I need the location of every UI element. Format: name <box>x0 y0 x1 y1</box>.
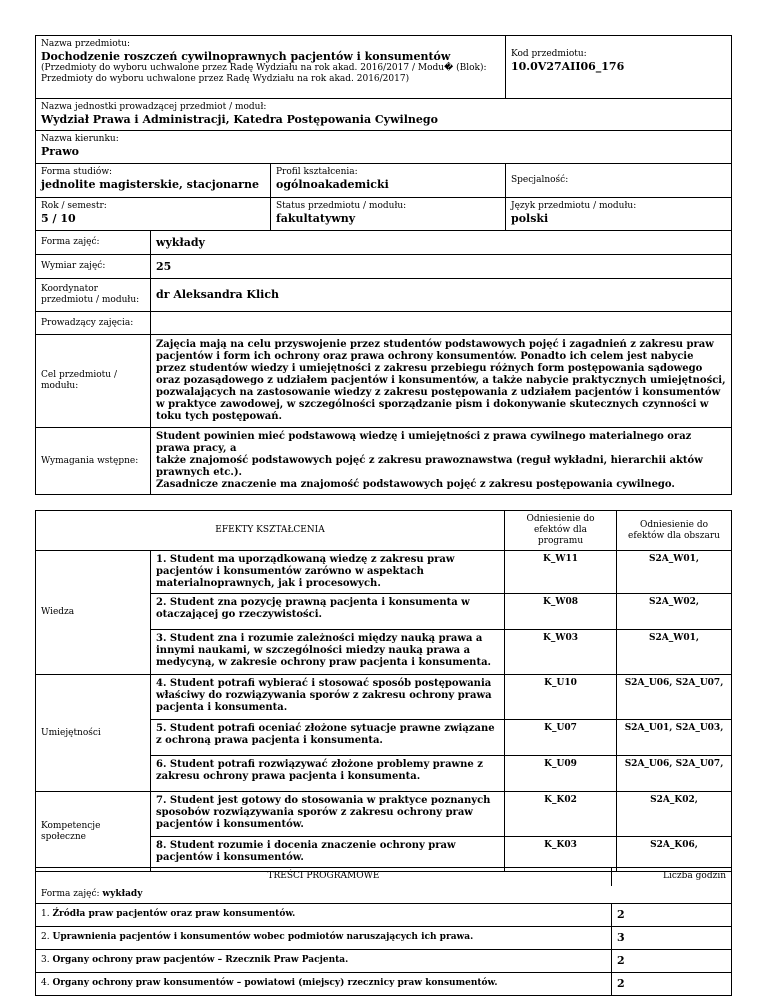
effect-program: K_W08 <box>505 594 617 630</box>
unit-value: Wydział Prawa i Administracji, Katedra Postępowania Cywilnego <box>41 113 438 126</box>
item-num: 2. <box>41 932 50 942</box>
item-hours: 2 <box>612 903 732 926</box>
lang-value: polski <box>511 212 549 225</box>
classes-label-cell <box>36 231 151 255</box>
effect-text <box>151 720 505 756</box>
effect-program: K_K02 <box>505 792 617 837</box>
classes-value: wykłady <box>156 235 205 249</box>
goal-value-cell <box>151 335 732 428</box>
item-num: 1. <box>41 909 50 919</box>
content-form-cell <box>36 886 732 904</box>
effect-program: K_W03 <box>505 630 617 675</box>
col-program-cell <box>505 511 617 551</box>
status-cell <box>271 198 506 231</box>
spec-cell <box>506 164 732 198</box>
content-hours-col-cell <box>612 868 732 886</box>
item-text: Organy ochrony praw pacjentów – Rzecznik Praw Pacjenta. <box>52 955 349 965</box>
content-item <box>36 903 612 926</box>
field-cell <box>36 131 732 164</box>
content-form-label: Forma zajęć: <box>41 888 100 899</box>
profile-value: ogólnoakademicki <box>276 178 389 191</box>
form-value: jednolite magisterskie, stacjonarne <box>41 178 259 191</box>
effect-area: S2A_W01, <box>617 551 732 594</box>
spec-label: Specjalność: <box>511 175 569 185</box>
classes-label: Forma zajęć: <box>41 237 100 247</box>
effect-text <box>151 756 505 792</box>
classes-value-cell <box>151 231 732 255</box>
req-label-cell <box>36 428 151 495</box>
req-value-cell <box>151 428 732 495</box>
item-text: Organy ochrony praw konsumentów – powiatowi (miejscy) rzecznicy praw konsumentów. <box>52 978 498 988</box>
hours-value-cell <box>151 255 732 279</box>
unit-cell <box>36 99 732 131</box>
status-label: Status przedmiotu / modułu: <box>276 201 407 211</box>
field-value: Prawo <box>41 145 80 158</box>
effect-program: K_K03 <box>505 837 617 872</box>
unit-label: Nazwa jednostki prowadzącej przedmiot / moduł: <box>41 102 267 112</box>
content-form-value: wykłady <box>102 888 143 899</box>
req-line-1: Student powinien mieć podstawową wiedzę i umiejętności z prawa cywilnego materialnego oraz prawa pracy, a <box>156 431 692 454</box>
item-text: Uprawnienia pacjentów i konsumentów wobec podmiotów naruszających ich prawa. <box>52 932 474 942</box>
hours-label-cell <box>36 255 151 279</box>
req-line-3: Zasadnicze znaczenie ma znajomość podstawowych pojęć z zakresu postępowania cywilnego. <box>156 479 675 490</box>
effects-title-cell <box>36 511 505 551</box>
group-wiedza <box>36 551 151 675</box>
group-label: Umiejętności <box>41 727 101 738</box>
teacher-label-cell <box>36 312 151 335</box>
subject-note-2: Przedmioty do wyboru uchwalone przez Radę Wydziału na rok akad. 2016/2017) <box>41 73 410 84</box>
effect-program: K_U07 <box>505 720 617 756</box>
effect-text-content: 7. Student jest gotowy do stosowania w praktyce poznanych sposobów rozwiązywania sporów z zakresu ochrony praw pacjentów i konsumentów. <box>156 795 491 830</box>
header-table <box>35 35 732 495</box>
effect-text <box>151 792 505 837</box>
content-item <box>36 949 612 972</box>
effect-text-content: 5. Student potrafi oceniać złożone sytuacje prawne związane z ochroną prawa pacjenta i konsumenta. <box>156 723 495 746</box>
effect-text-content: 2. Student zna pozycję prawną pacjenta i konsumenta w otaczającej go rzeczywistości. <box>156 597 470 620</box>
year-value: 5 / 10 <box>41 212 76 225</box>
effect-program: K_W11 <box>505 551 617 594</box>
item-num: 3. <box>41 955 50 965</box>
effect-text-content: 4. Student potrafi wybierać i stosować sposób postępowania właściwy do rozwiązywania sporów z zakresu ochrony prawa pacjenta i konsumenta. <box>156 678 492 713</box>
effect-text-content: 1. Student ma uporządkowaną wiedzę z zakresu praw pacjentów i konsumentów zarówno w aspektach materialnoprawnych, jak i procesowych. <box>156 554 455 589</box>
effect-area: S2A_U06, S2A_U07, <box>617 756 732 792</box>
group-label: Kompetencje społeczne <box>41 820 101 842</box>
profile-cell <box>271 164 506 198</box>
year-cell <box>36 198 271 231</box>
field-label: Nazwa kierunku: <box>41 134 119 144</box>
code-cell <box>506 36 732 99</box>
lang-label: Język przedmiotu / modułu: <box>511 201 637 211</box>
form-label: Forma studiów: <box>41 167 113 177</box>
effect-area: S2A_W01, <box>617 630 732 675</box>
goal-value: Zajęcia mają na celu przyswojenie przez studentów podstawowych pojęć i zagadnień z zakresu praw pacjentów i form ich ochrony oraz prawa ochrony konsumentów. Ponadto ich celem jest nabycie przez studentów wiedzy i umiejętności z zakresu przebiegu różnych form postępowania sądowego oraz pozasądowego z udziałem pacjentów i konsumentów, a także nabycie praktycznych umiejętności, pozwalających na zastosowanie wiedzy z zakresu postępowania z udziałem pacjentów i konsumentów w praktyce zawodowej, w szczególności sporządzanie pism i dokonywanie skutecznych czynności w toku tych postępowań. <box>156 339 726 422</box>
col-area-header: Odniesienie do efektów dla obszaru <box>628 519 720 541</box>
hours-value: 25 <box>156 259 172 273</box>
content-title-cell <box>36 868 612 886</box>
hours-label: Wymiar zajęć: <box>41 261 106 271</box>
effect-program: K_U09 <box>505 756 617 792</box>
profile-label: Profil kształcenia: <box>276 167 358 177</box>
group-label: Wiedza <box>41 607 75 617</box>
goal-label-cell <box>36 335 151 428</box>
item-text: Źródła praw pacjentów oraz praw konsumentów. <box>52 909 296 919</box>
item-hours: 3 <box>612 926 732 949</box>
effect-area: S2A_K02, <box>617 792 732 837</box>
effect-text <box>151 675 505 720</box>
effect-text <box>151 630 505 675</box>
effects-title: EFEKTY KSZTAŁCENIA <box>215 525 325 535</box>
req-line-2: także znajomość podstawowych pojęć z zakresu prawoznawstwa (reguł wykładni, hierarchii aktów prawnych etc.). <box>156 455 703 478</box>
teacher-value-cell <box>151 312 732 335</box>
coord-value-cell <box>151 279 732 312</box>
lang-cell <box>506 198 732 231</box>
effect-area: S2A_U01, S2A_U03, <box>617 720 732 756</box>
item-hours: 2 <box>612 972 732 995</box>
col-program-header: Odniesienie do efektów dla programu <box>526 514 595 546</box>
subject-name: Dochodzenie roszczeń cywilnoprawnych pacjentów i konsumentów <box>41 50 451 63</box>
effect-program: K_U10 <box>505 675 617 720</box>
effect-area: S2A_U06, S2A_U07, <box>617 675 732 720</box>
coord-label: Koordynator przedmiotu / modułu: <box>41 284 140 305</box>
effect-text <box>151 551 505 594</box>
group-umiejetnosci <box>36 675 151 792</box>
form-cell <box>36 164 271 198</box>
subject-note-1: (Przedmioty do wyboru uchwalone przez Radę Wydziału na rok akad. 2016/2017 / Modu� (Blok): <box>41 63 487 73</box>
coord-label-cell <box>36 279 151 312</box>
effect-text-content: 6. Student potrafi rozwiązywać złożone problemy prawne z zakresu ochrony prawa pacjenta i konsumenta. <box>156 759 483 782</box>
content-item <box>36 926 612 949</box>
effect-text-content: 8. Student rozumie i docenia znaczenie ochrony praw pacjentów i konsumentów. <box>156 840 456 863</box>
content-hours-header: Liczba godzin <box>663 871 726 882</box>
content-table <box>35 867 732 996</box>
effect-area: S2A_W02, <box>617 594 732 630</box>
item-hours: 2 <box>612 949 732 972</box>
req-label: Wymagania wstępne: <box>41 455 139 466</box>
coord-value: dr Aleksandra Klich <box>156 288 280 301</box>
code-value: 10.0V27AII06_176 <box>511 60 625 73</box>
teacher-label: Prowadzący zajęcia: <box>41 317 134 328</box>
effect-area: S2A_K06, <box>617 837 732 872</box>
status-value: fakultatywny <box>276 212 356 225</box>
year-label: Rok / semestr: <box>41 201 107 211</box>
subject-cell <box>36 36 506 99</box>
effects-table <box>35 510 732 872</box>
group-kompetencje <box>36 792 151 872</box>
col-area-cell <box>617 511 732 551</box>
effect-text-content: 3. Student zna i rozumie zależności między nauką prawa a innymi naukami, w szczególności miedzy nauką prawa a medycyną, w zakresie ochrony praw pacjenta i konsumenta. <box>156 633 492 668</box>
subject-label: Nazwa przedmiotu: <box>41 39 131 49</box>
goal-label: Cel przedmiotu / modułu: <box>41 370 117 391</box>
code-label: Kod przedmiotu: <box>511 49 587 59</box>
content-item <box>36 972 612 995</box>
effect-text <box>151 594 505 630</box>
content-title: TREŚCI PROGRAMOWE <box>267 871 380 882</box>
item-num: 4. <box>41 978 50 988</box>
